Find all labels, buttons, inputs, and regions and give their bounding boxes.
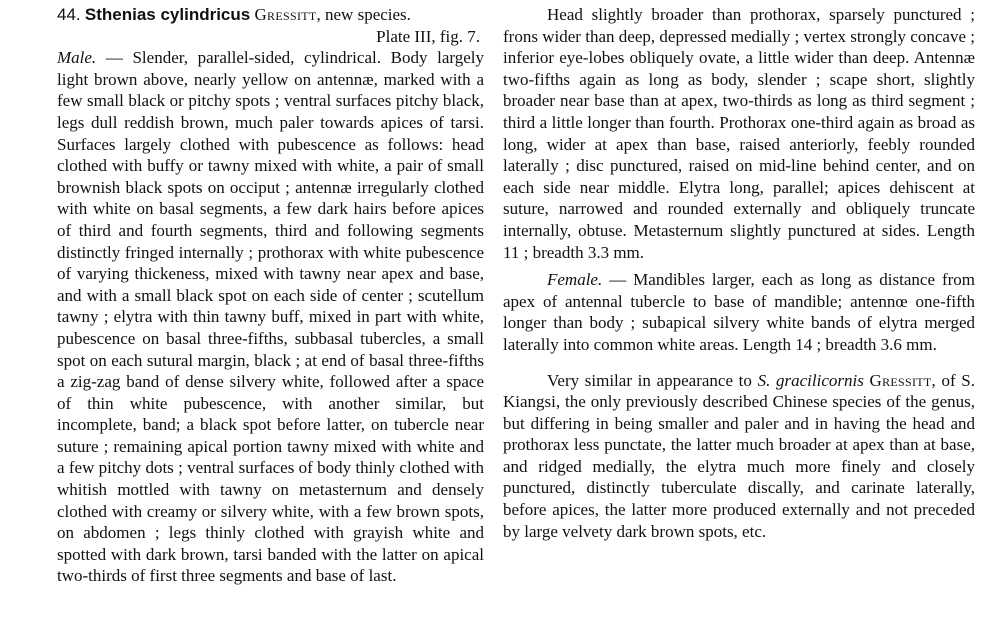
female-text: — Mandibles larger, each as long as distance from apex of antennal tubercle to base of mandible; antennœ one-fifth longer than body ; subapical silvery white bands of elytra merged laterally into common white areas. Length 14 ; breadth 3.6 mm. <box>503 270 975 354</box>
female-description <box>503 269 975 355</box>
male-label: Male. <box>57 48 97 68</box>
plate-reference: Plate III, fig. 7. <box>376 26 480 46</box>
species-suffix: , new species. <box>316 5 411 24</box>
head-description <box>503 4 975 263</box>
species-heading <box>57 4 484 26</box>
comparison-author: Gressitt <box>869 370 932 390</box>
comparison-pre: Very similar in appearance to <box>547 370 758 390</box>
male-text: — Slender, parallel-sided, cylindrical. Body largely light brown above, nearly yellow on antennæ, marked with a few small black or pitchy spots ; ventral surfaces pitchy black, legs dull reddish brown, much paler towards apices of tarsi. Surfaces largely clothed with pubescence as follows: head clothed with buffy or tawny mixed with white, a pair of small brownish black spots on occiput ; antennæ irregularly clothed with white on basal segments, a few dark hairs before apices of third and fourth segments, third and following segments distinctly fringed internally ; prothorax with white pubescence of varying thickeness, mixed with tawny near apex and base, and with a small black spot on each side of center ; scutellum tawny ; elytra with thin tawny buff, mixed in part with white, pubescence on basal three-fifths, subbasal tubercles, a small spot on each sutural margin, black ; at end of basal three-fifths a zig-zag band of dense silvery white, followed after a space of thin white pubescence, with another similar, but incomplete, band; a black spot before latter, on tubercle near suture ; remaining apical portion tawny mixed with white and a few pitchy dots ; ventral surfaces of body thinly clothed with whitish mottled with tawny on metasternum and densely clothed with creamy or silvery white, with a few brown spots, on abdomen ; legs thinly clothed with grayish white and spotted with dark brown, tarsi banded with the latter on apical two-thirds of first three segments and base of last. <box>57 48 484 586</box>
male-description <box>57 47 484 587</box>
species-name: Sthenias cylindricus <box>84 5 251 24</box>
right-column <box>503 4 975 542</box>
comparison-post: , of S. Kiangsi, the only previously described Chinese species of the genus, but differing in being smaller and paler and in having the head and prothorax less punctate, the latter much broader at apex than at base, and ridged medially, the elytra much more finely and closely punctured, distinctly tuberculate discally, and carinate laterally, before apices, the latter more produced externally and not preceded by large velvety dark brown spots, etc. <box>503 370 975 541</box>
female-label: Female. <box>547 270 603 290</box>
comparison-species: S. gracilicornis <box>757 370 864 390</box>
species-author: Gressitt <box>254 5 317 24</box>
comparison-paragraph <box>503 370 975 543</box>
left-column <box>57 4 484 587</box>
head-text: Head slightly broader than prothorax, sparsely punctured ; frons wider than deep, depressed medially ; vertex strongly concave ; inferior eye-lobes obliquely ovate, a little wider than deep. Antennæ two-fifths again as long as body, slender ; scape short, slightly broader near base than at apex, two-thirds as long as third segment ; third a little longer than fourth. Prothorax one-third again as broad as long, wider at apex than base, raised anteriorly, feebly rounded laterally ; disc punctured, raised on mid-line behind center, and on each side near middle. Elytra long, parallel; apices dehiscent at suture, narrowed and rounded externally and obliquely truncate internally, obtuse. Metasternum slightly punctured at sides. Length 11 ; breadth 3.3 mm. <box>503 5 975 262</box>
species-number: 44. <box>57 5 81 24</box>
paragraph-gap-large <box>503 356 975 370</box>
